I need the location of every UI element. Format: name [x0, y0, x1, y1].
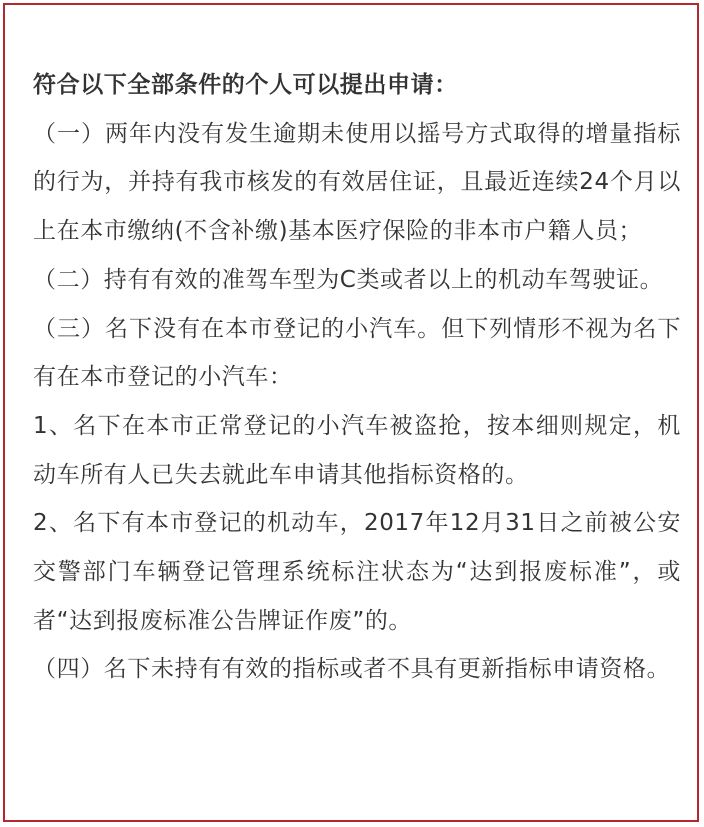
- document-heading: 符合以下全部条件的个人可以提出申请：: [33, 72, 458, 98]
- document-body: [33, 61, 681, 694]
- exception-item-2: 2、名下有本市登记的机动车，2017年12月31日之前被公安交警部门车辆登记管理系统标注状态为“达到报废标准”，或者“达到报废标准公告牌证作废”的。: [33, 510, 681, 634]
- condition-four: （四）名下未持有有效的指标或者不具有更新指标申请资格。: [33, 656, 671, 683]
- condition-three: （三）名下没有在本市登记的小汽车。但下列情形不视为名下有在本市登记的小汽车：: [33, 315, 681, 391]
- condition-two: （二）持有有效的准驾车型为C类或者以上的机动车驾驶证。: [33, 266, 664, 293]
- condition-one: （一）两年内没有发生逾期未使用以摇号方式取得的增量指标的行为，并持有我市核发的有效居住证，且最近连续24个月以上在本市缴纳(不含补缴)基本医疗保险的非本市户籍人员；: [33, 120, 681, 245]
- document-frame: [3, 3, 699, 822]
- exception-item-1: 1、名下在本市正常登记的小汽车被盗抢，按本细则规定，机动车所有人已失去就此车申请其他指标资格的。: [33, 412, 681, 488]
